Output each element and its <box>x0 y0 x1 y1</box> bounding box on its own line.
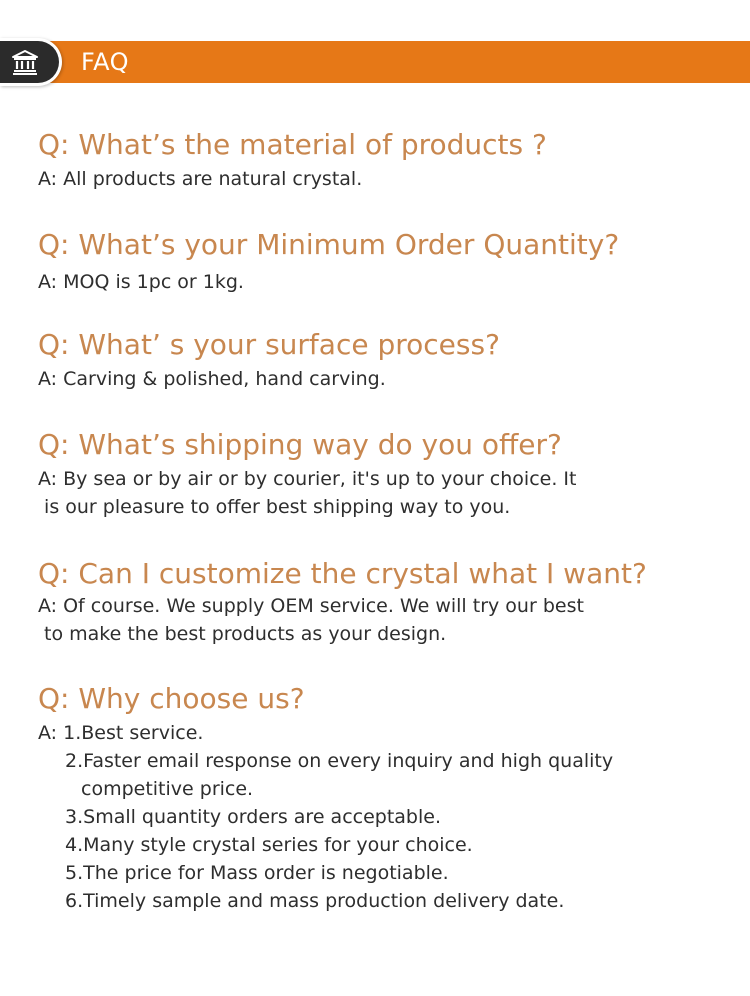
faq-question: Q: What’s the material of products ? <box>38 128 547 161</box>
list-item: 6.Timely sample and mass production delivery date. <box>65 890 565 912</box>
faq-answer: A: By sea or by air or by courier, it's up to your choice. It <box>38 468 577 490</box>
list-item: 2.Faster email response on every inquiry and high quality <box>65 750 614 772</box>
faq-item-customize <box>38 556 647 648</box>
faq-answer: A: MOQ is 1pc or 1kg. <box>38 271 244 293</box>
faq-answer: A: Carving & polished, hand carving. <box>38 368 386 390</box>
list-item: 3.Small quantity orders are acceptable. <box>65 806 442 828</box>
list-item: competitive price. <box>81 778 254 800</box>
faq-item-surface <box>38 327 500 393</box>
header-badge <box>0 38 62 86</box>
faq-answer: A: All products are natural crystal. <box>38 168 363 190</box>
faq-answer: A: Of course. We supply OEM service. We will try our best <box>38 595 584 617</box>
faq-item-moq <box>38 227 619 296</box>
faq-item-material <box>38 127 547 193</box>
faq-item-why-us <box>38 681 613 915</box>
faq-answer-continued: to make the best products as your design. <box>38 623 447 645</box>
faq-question: Q: What’s shipping way do you offer? <box>38 428 562 461</box>
list-item: 4.Many style crystal series for your choice. <box>65 834 473 856</box>
faq-item-shipping <box>38 427 576 521</box>
faq-question: Q: What’s your Minimum Order Quantity? <box>38 228 620 261</box>
list-item: 5.The price for Mass order is negotiable. <box>65 862 449 884</box>
faq-question: Q: What’ s your surface process? <box>38 328 500 361</box>
faq-answer-continued: is our pleasure to offer best shipping way to you. <box>38 496 511 518</box>
header-bar <box>0 41 750 83</box>
page-title: FAQ <box>81 48 129 76</box>
faq-question: Q: Why choose us? <box>38 682 305 715</box>
faq-question: Q: Can I customize the crystal what I want? <box>38 557 647 590</box>
bank-icon <box>12 50 38 75</box>
list-item: A: 1.Best service. <box>38 722 204 744</box>
